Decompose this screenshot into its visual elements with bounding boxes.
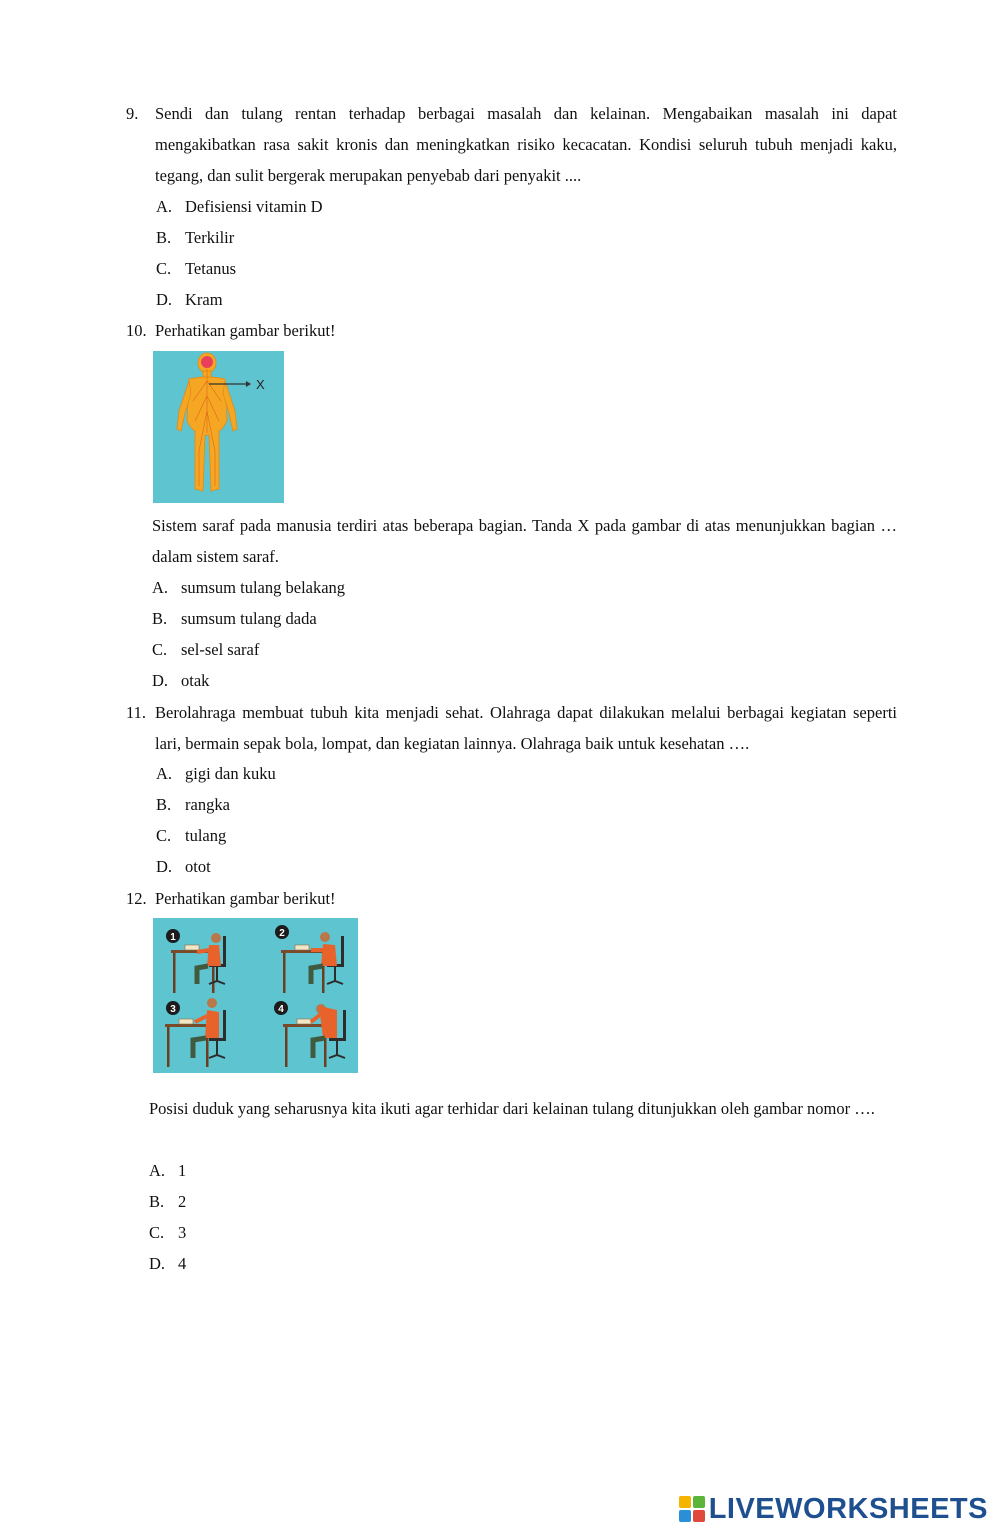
figure-label-x: X	[256, 377, 265, 392]
question-11-text: Berolahraga membuat tubuh kita menjadi sehat. Olahraga dapat dilakukan melalui berbagai kegiatan seperti lari, bermain sepak bola, lompat, dan kegiatan lainnya. Olahraga baik untuk kesehatan ….	[155, 703, 897, 753]
nervous-system-figure	[153, 351, 284, 503]
figure-number-2: 2	[279, 928, 285, 939]
option-letter: C.	[156, 259, 172, 278]
question-9-option-b[interactable]	[156, 228, 234, 248]
logo-text: LIVEWORKSHEETS	[708, 1492, 988, 1525]
option-text: otak	[181, 671, 210, 690]
option-letter: D.	[156, 857, 173, 876]
question-12-option-c[interactable]	[149, 1223, 186, 1243]
question-10-option-c[interactable]	[152, 640, 259, 660]
option-letter: A.	[152, 578, 169, 597]
logo-block-v	[679, 1510, 691, 1522]
posture-illustrations	[153, 918, 358, 1073]
option-text: sumsum tulang belakang	[181, 578, 346, 597]
option-text: rangka	[185, 795, 230, 814]
question-9-option-a[interactable]	[156, 197, 322, 217]
question-12-text: Posisi duduk yang seharusnya kita ikuti agar terhidar dari kelainan tulang ditunjukkan oleh gambar nomor ….	[149, 1099, 875, 1118]
option-letter: D.	[156, 290, 173, 309]
option-text: gigi dan kuku	[185, 764, 276, 783]
question-10-text: Sistem saraf pada manusia terdiri atas beberapa bagian. Tanda X pada gambar di atas menunjukkan bagian … dalam sistem saraf.	[152, 516, 897, 566]
logo-block-i	[693, 1496, 705, 1508]
option-text: Terkilir	[185, 228, 235, 247]
option-letter: C.	[156, 826, 172, 845]
human-body-illustration	[153, 351, 284, 503]
option-text: Tetanus	[185, 259, 237, 278]
option-letter: B.	[156, 228, 172, 247]
question-9-number: 9.	[126, 104, 139, 123]
question-10-option-d[interactable]	[152, 671, 209, 691]
question-10-option-b[interactable]	[152, 609, 317, 629]
question-9-option-d[interactable]	[156, 290, 223, 310]
option-text: 1	[178, 1161, 187, 1180]
figure-number-4: 4	[278, 1004, 284, 1015]
option-letter: C.	[152, 640, 168, 659]
question-12-option-b[interactable]	[149, 1192, 186, 1212]
sitting-posture-figure	[153, 918, 358, 1073]
option-text: sumsum tulang dada	[181, 609, 317, 628]
question-9-text: Sendi dan tulang rentan terhadap berbagai masalah dan kelainan. Mengabaikan masalah ini dapat mengakibatkan rasa sakit kronis dan meningkatkan risiko kecacatan. Kondisi seluruh tubuh menjadi kaku, tegang, dan sulit bergerak merupakan penyebab dari penyakit ....	[155, 104, 897, 185]
figure-number-1: 1	[170, 932, 176, 943]
question-12-option-d[interactable]	[149, 1254, 186, 1274]
question-11-option-a[interactable]	[156, 764, 276, 784]
brain-icon	[201, 356, 213, 368]
posture-2	[275, 925, 344, 993]
option-letter: A.	[149, 1161, 166, 1180]
posture-4	[274, 1001, 346, 1067]
option-text: 4	[178, 1254, 187, 1273]
option-text: sel-sel saraf	[181, 640, 260, 659]
question-11-option-b[interactable]	[156, 795, 230, 815]
option-text: tulang	[185, 826, 227, 845]
option-letter: A.	[156, 197, 173, 216]
figure-number-3: 3	[170, 1004, 176, 1015]
question-10-prompt: Perhatikan gambar berikut!	[155, 321, 336, 340]
option-letter: B.	[152, 609, 168, 628]
option-letter: B.	[156, 795, 172, 814]
option-text: 3	[178, 1223, 187, 1242]
posture-1	[166, 929, 226, 993]
logo-block-e	[693, 1510, 705, 1522]
option-letter: C.	[149, 1223, 165, 1242]
question-11-option-d[interactable]	[156, 857, 211, 877]
question-10-number: 10.	[126, 321, 147, 340]
option-letter: B.	[149, 1192, 165, 1211]
question-11-number: 11.	[126, 703, 147, 722]
logo-blocks-icon	[679, 1496, 705, 1522]
question-11-option-c[interactable]	[156, 826, 226, 846]
option-text: Kram	[185, 290, 223, 309]
question-9-option-c[interactable]	[156, 259, 236, 279]
question-10-option-a[interactable]	[152, 578, 345, 598]
option-letter: D.	[149, 1254, 166, 1273]
question-12-number: 12.	[126, 889, 147, 908]
option-letter: A.	[156, 764, 173, 783]
option-text: otot	[185, 857, 211, 876]
option-text: Defisiensi vitamin D	[185, 197, 323, 216]
option-letter: D.	[152, 671, 169, 690]
posture-3	[165, 998, 226, 1067]
question-12-prompt: Perhatikan gambar berikut!	[155, 889, 336, 908]
liveworksheets-logo[interactable]	[679, 1492, 988, 1526]
option-text: 2	[178, 1192, 187, 1211]
logo-block-l	[679, 1496, 691, 1508]
question-12-option-a[interactable]	[149, 1161, 186, 1181]
